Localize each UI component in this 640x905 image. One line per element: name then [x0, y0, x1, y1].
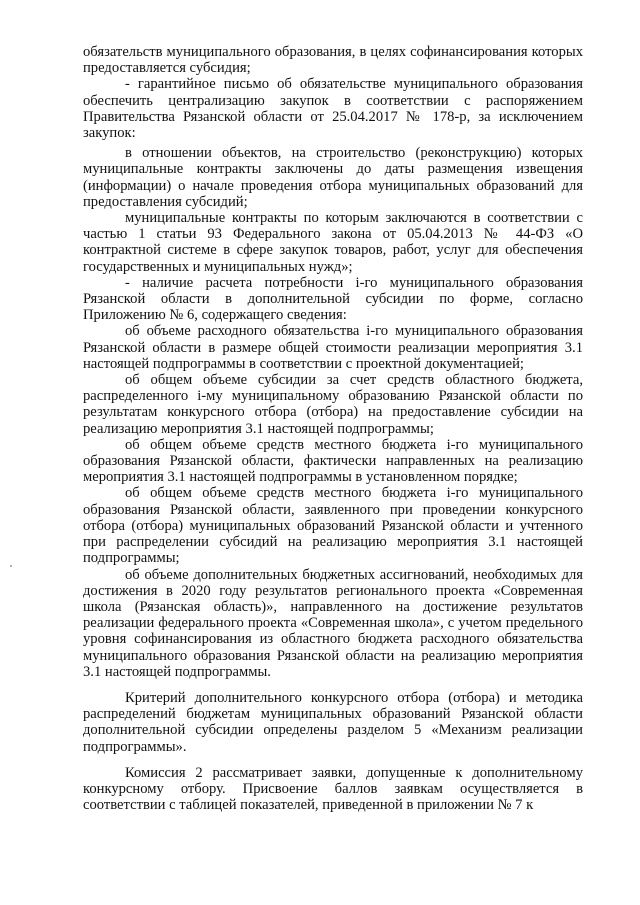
paragraph: об объеме расходного обязательства i-го муниципального образования Рязанской области в размере общей стоимости реализации мероприятия 3.1 настоящей подпрограммы в соответствии с проектной документацией;: [83, 323, 583, 372]
paragraph: - гарантийное письмо об обязательстве муниципального образования обеспечить централизацию закупок в соответствии с распоряжением Правительства Рязанской области от 25.04.2017 № 178-р, за исключением закупок:: [83, 76, 583, 142]
paragraph: об общем объеме субсидии за счет средств областного бюджета, распределенного i-му муниципальному образованию Рязанской области по результатам конкурсного отбора (отбора) на предоставление субсидии на реализацию мероприятия 3.1 настоящей подпрограммы;: [83, 372, 583, 437]
paragraph: Критерий дополнительного конкурсного отбора (отбора) и методика распределений бюджетам муниципальных образований Рязанской области дополнительной субсидии определены разделом 5 «Механизм реализации подпрограммы».: [83, 689, 583, 755]
document-page: [83, 44, 583, 813]
paragraph: в отношении объектов, на строительство (реконструкцию) которых муниципальные контракты заключены до даты размещения извещения (информации) о начале проведения отбора муниципальных образований для предоставления субсидий;: [83, 145, 583, 210]
paragraph: обязательств муниципального образования, в целях софинансирования которых предоставляется субсидия;: [83, 44, 583, 77]
paragraph: - наличие расчета потребности i-го муниципального образования Рязанской области в дополнительной субсидии по форме, согласно Приложению № 6, содержащего сведения:: [83, 274, 583, 324]
paragraph: об общем объеме средств местного бюджета i-го муниципального образования Рязанской области, фактически направленных на реализацию мероприятия 3.1 настоящей подпрограммы в установленном порядке;: [83, 436, 583, 486]
paragraph: муниципальные контракты по которым заключаются в соответствии с частью 1 статьи 93 Федерального закона от 05.04.2013 № 44-ФЗ «О контрактной системе в сфере закупок товаров, работ, услуг для обеспечения государственных и муниципальных нужд»;: [83, 210, 583, 275]
paragraph: об общем объеме средств местного бюджета i-го муниципального образования Рязанской области, заявленного при проведении конкурсного отбора (отбора) муниципальных образований Рязанской области и учтенного при распределении субсидий на реализацию мероприятия 3.1 настоящей подпрограммы;: [83, 485, 583, 567]
paragraph: Комиссия 2 рассматривает заявки, допущенные к дополнительному конкурсному отбору. Присвоение баллов заявкам осуществляется в соответствии с таблицей показателей, приведенной в приложении № 7 к: [83, 764, 583, 814]
paragraph: об объеме дополнительных бюджетных ассигнований, необходимых для достижения в 2020 году результатов регионального проекта «Современная школа (Рязанская область)», направленного на достижение результатов реализации федерального проекта «Современная школа», с учетом предельного уровня софинансирования из областного бюджета расходного обязательства муниципального образования Рязанской области на реализацию мероприятия 3.1 настоящей подпрограммы.: [83, 566, 583, 680]
scan-speck: [10, 565, 12, 567]
